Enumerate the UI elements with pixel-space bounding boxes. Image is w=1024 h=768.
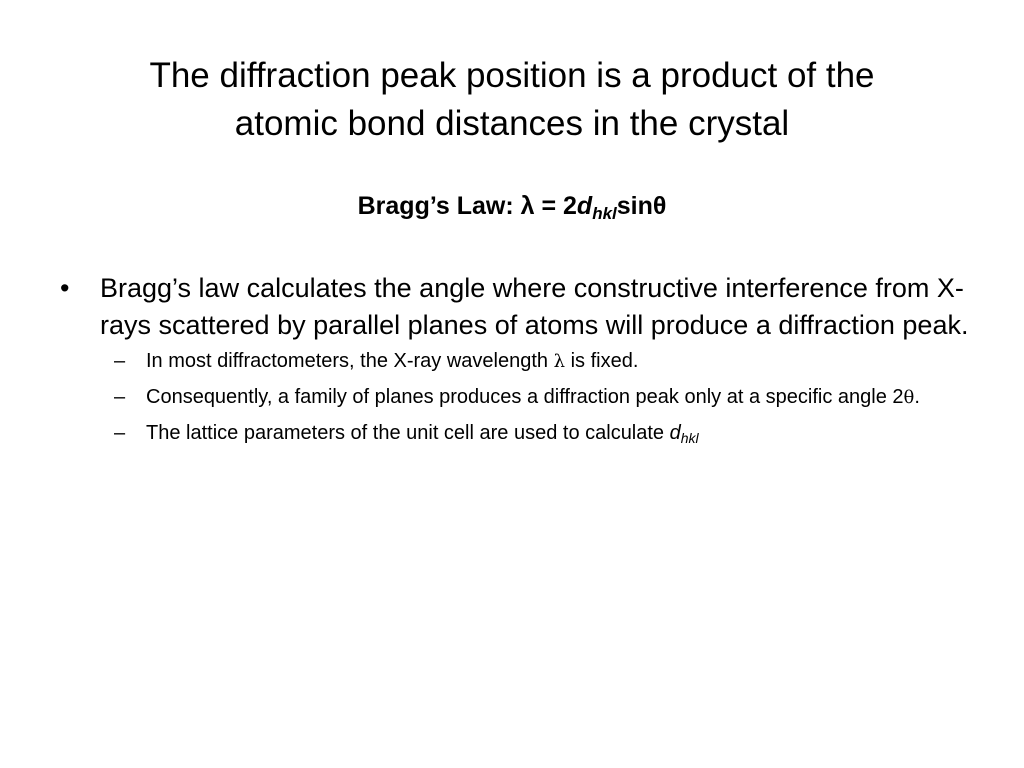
dash-marker: – bbox=[114, 350, 126, 372]
title-line-2: atomic bond distances in the crystal bbox=[234, 104, 790, 143]
sub-bullet-2-end: . bbox=[914, 386, 920, 408]
sub-bullet-3-hkl: hkl bbox=[680, 430, 699, 446]
bullet-marker: • bbox=[60, 273, 70, 303]
law-hkl: hkl bbox=[592, 204, 617, 223]
law-d: d bbox=[576, 192, 593, 220]
bullet-list bbox=[60, 270, 980, 456]
bullet-item-1 bbox=[60, 270, 980, 344]
law-label: Bragg’s Law: λ = 2 bbox=[357, 192, 577, 220]
sub-bullet-1 bbox=[114, 348, 980, 375]
sub-bullet-3 bbox=[114, 420, 980, 447]
lambda-symbol: λ bbox=[553, 351, 566, 372]
dash-marker: – bbox=[114, 422, 126, 444]
sub-bullet-1-text: In most diffractometers, the X-ray wavelength bbox=[146, 350, 554, 372]
sub-bullet-1-end: is fixed. bbox=[565, 350, 639, 372]
title-line-1: The diffraction peak position is a product of the bbox=[149, 56, 875, 95]
braggs-law-equation bbox=[0, 188, 1024, 224]
bullet-text-1: Bragg’s law calculates the angle where constructive interference from X-rays scattered by parallel planes of atoms will produce a diffraction peak. bbox=[100, 273, 969, 340]
sub-bullet-2-text: Consequently, a family of planes produces a diffraction peak only at a specific angle 2 bbox=[146, 386, 904, 408]
sub-bullet-list bbox=[60, 348, 980, 447]
law-sin: sinθ bbox=[616, 192, 667, 220]
sub-bullet-2 bbox=[114, 384, 980, 411]
dash-marker: – bbox=[114, 386, 126, 408]
theta-symbol: θ bbox=[903, 387, 915, 408]
sub-bullet-3-d: d bbox=[669, 422, 681, 444]
slide-title bbox=[60, 52, 964, 148]
sub-bullet-3-text: The lattice parameters of the unit cell are used to calculate bbox=[146, 422, 670, 444]
